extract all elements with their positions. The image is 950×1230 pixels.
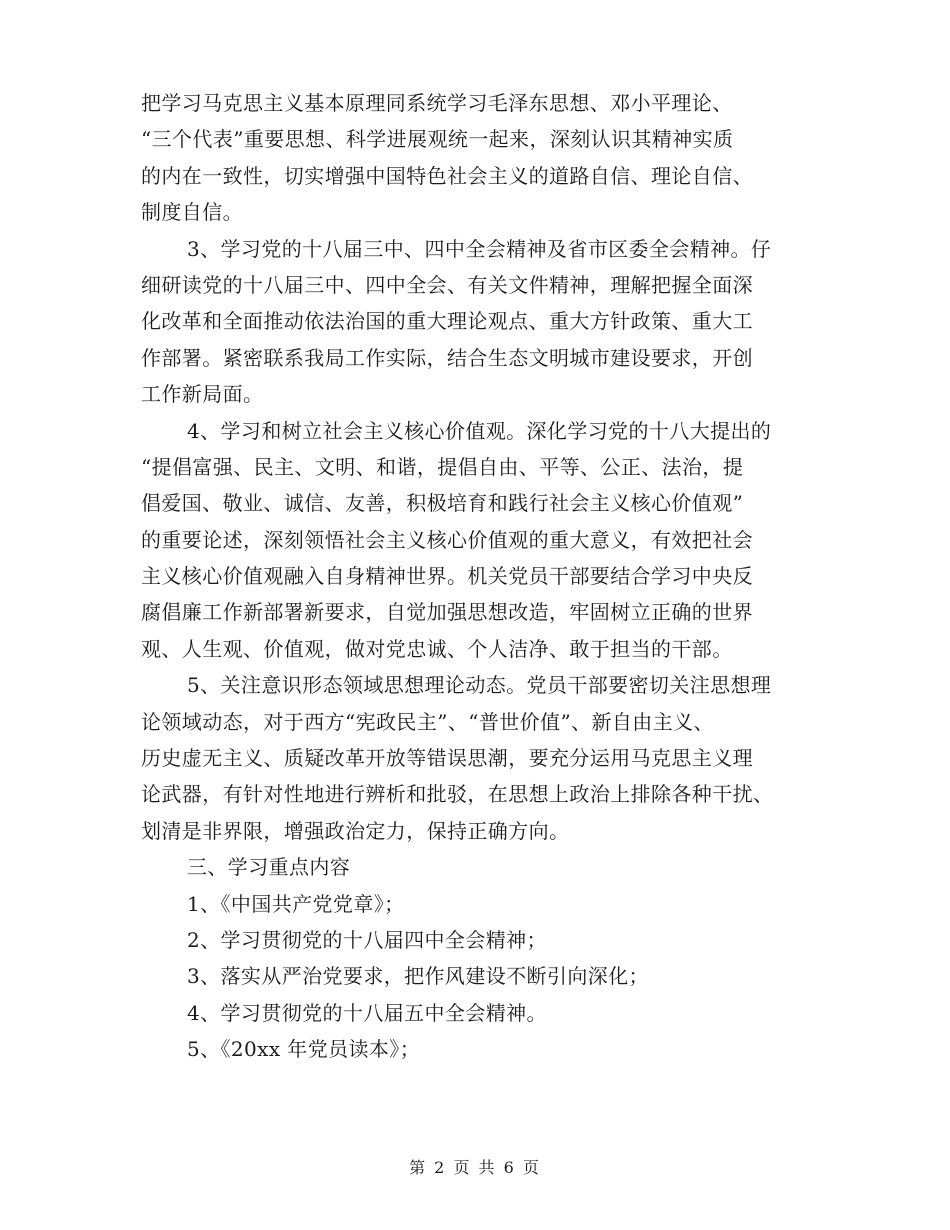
text-line: 制度自信。 bbox=[141, 200, 243, 225]
text-line: 的重要论述，深刻领悟社会主义核心价值观的重大意义，有效把社会 bbox=[141, 527, 753, 552]
text-line: 论领域动态，对于西方“宪政民主”、“普世价值”、新自由主义、 bbox=[141, 709, 714, 734]
text-line: 3、落实从严治党要求，把作风建设不断引向深化； bbox=[187, 964, 649, 989]
text-line: 1、《中国共产党党章》； bbox=[187, 891, 405, 916]
text-line: 2、学习贯彻党的十八届四中全会精神； bbox=[187, 927, 547, 952]
document-body bbox=[141, 85, 821, 1068]
text-line: 作部署。紧密联系我局工作实际，结合生态文明城市建设要求，开创 bbox=[141, 345, 753, 370]
text-line: 化改革和全面推动依法治国的重大理论观点、重大方针政策、重大工 bbox=[141, 309, 753, 334]
text-line: 主义核心价值观融入自身精神世界。机关党员干部要结合学习中央反 bbox=[141, 564, 753, 589]
text-line: 倡爱国、敬业、诚信、友善，积极培育和践行社会主义核心价值观” bbox=[141, 491, 744, 516]
text-line: 划清是非界限，增强政治定力，保持正确方向。 bbox=[141, 818, 570, 843]
text-line: 5、《20xx 年党员读本》； bbox=[187, 1037, 421, 1062]
text-line: 的内在一致性，切实增强中国特色社会主义的道路自信、理论自信、 bbox=[141, 163, 753, 188]
text-line: “提倡富强、民主、文明、和谐，提倡自由、平等、公正、法治，提 bbox=[141, 454, 744, 479]
text-line: 4、学习贯彻党的十八届五中全会精神。 bbox=[187, 1000, 547, 1025]
text-line: 工作新局面。 bbox=[141, 382, 264, 407]
text-line: 细研读党的十八届三中、四中全会、有关文件精神，理解把握全面深 bbox=[141, 272, 753, 297]
text-line: 论武器，有针对性地进行辨析和批驳，在思想上政治上排除各种干扰、 bbox=[141, 782, 774, 807]
text-line: 3、学习党的十八届三中、四中全会精神及省市区委全会精神。仔 bbox=[187, 236, 772, 261]
text-line: “三个代表”重要思想、科学进展观统一起来，深刻认识其精神实质 bbox=[141, 127, 734, 152]
text-line: 观、人生观、价值观，做对党忠诚、个人洁净、敢于担当的干部。 bbox=[141, 636, 733, 661]
text-line: 把学习马克思主义基本原理同系统学习毛泽东思想、邓小平理论、 bbox=[141, 91, 733, 115]
text-line: 4、学习和树立社会主义核心价值观。深化学习党的十八大提出的 bbox=[187, 418, 772, 443]
page-footer: 第 2 页 共 6 页 bbox=[409, 1158, 541, 1177]
text-line: 腐倡廉工作新部署新要求，自觉加强思想改造，牢固树立正确的世界 bbox=[141, 600, 753, 625]
text-line: 历史虚无主义、质疑改革开放等错误思潮，要充分运用马克思主义理 bbox=[141, 746, 753, 771]
text-line: 5、关注意识形态领域思想理论动态。党员干部要密切关注思想理 bbox=[187, 673, 772, 698]
text-line: 三、学习重点内容 bbox=[187, 855, 351, 880]
